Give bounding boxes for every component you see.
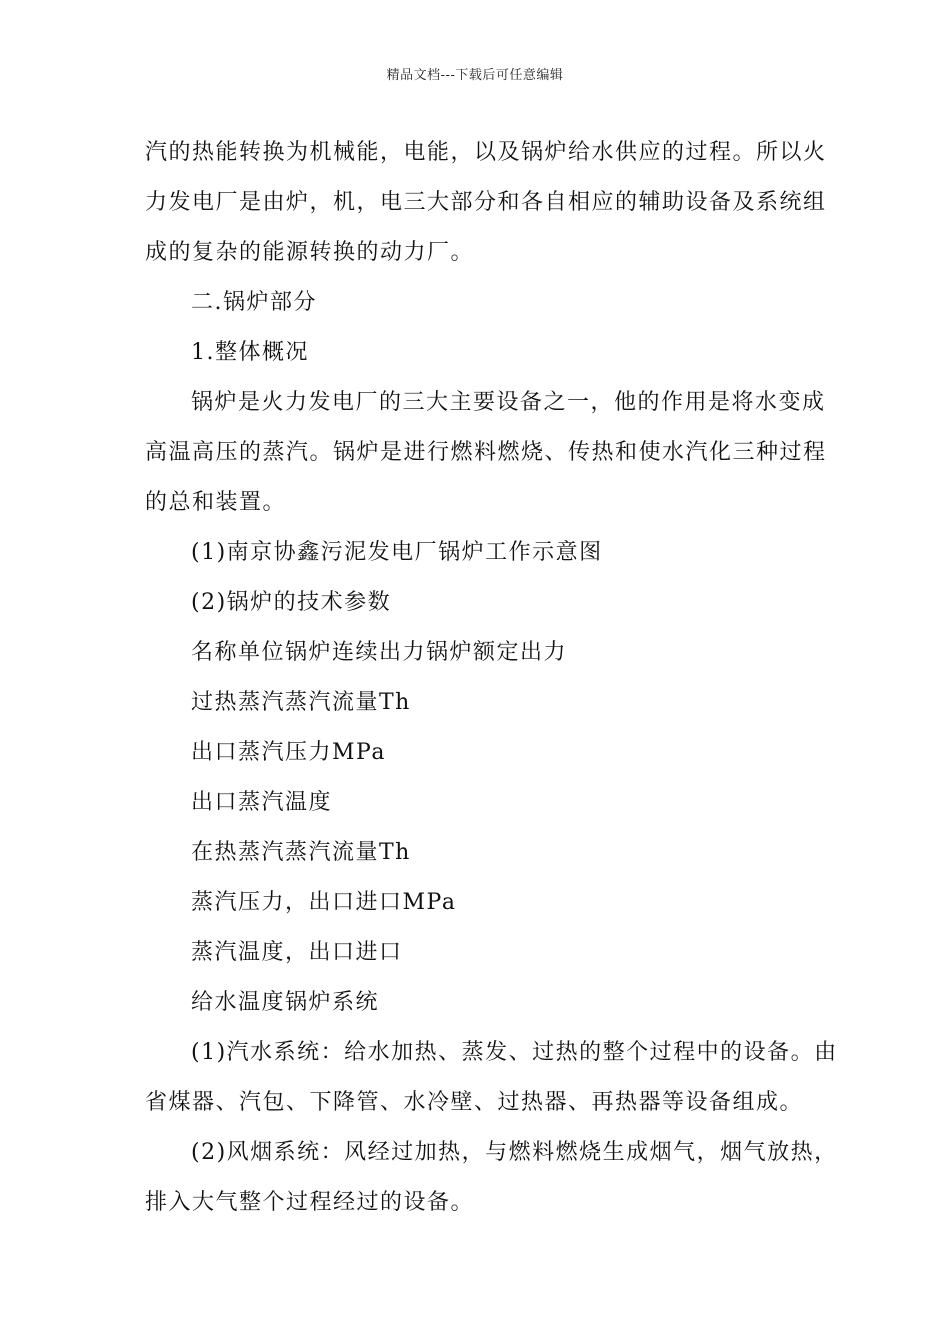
parameter-line [145,978,810,1028]
page-header: 精品文档---下载后可任意编辑 [386,68,564,83]
subsection-heading [145,328,810,378]
text-line: 名称单位锅炉连续出力锅炉额定出力 [191,640,568,665]
paragraph [145,128,827,278]
section-heading [145,278,810,328]
text-line: (2)锅炉的技术参数 [191,590,392,615]
text-line: 排入大气整个过程经过的设备。 [145,1190,475,1215]
document-body [145,128,838,1228]
list-item [145,578,810,628]
parameter-line [145,828,810,878]
text-line: 过热蒸汽蒸汽流量Th [191,690,411,715]
text-line: (1)汽水系统：给水加热、蒸发、过热的整个过程中的设备。由 [191,1040,838,1065]
text-line: 出口蒸汽温度 [191,790,333,815]
paragraph [145,378,827,528]
text-line: 在热蒸汽蒸汽流量Th [191,840,411,865]
text-line: 二.锅炉部分 [191,290,317,315]
text-line: 成的复杂的能源转换的动力厂。 [145,240,475,265]
text-line: 蒸汽温度，出口进口 [191,940,403,965]
parameter-line [145,678,810,728]
paragraph [145,1128,838,1228]
text-line: 高温高压的蒸汽。锅炉是进行燃料燃烧、传热和使水汽化三种过程 [145,440,827,465]
list-item [145,528,810,578]
text-line: (2)风烟系统：风经过加热，与燃料燃烧生成烟气，烟气放热， [191,1140,838,1165]
text-line: 蒸汽压力，出口进口MPa [191,890,457,915]
text-line: 出口蒸汽压力MPa [191,740,386,765]
text-line: 的总和装置。 [145,490,287,515]
text-line: (1)南京协鑫污泥发电厂锅炉工作示意图 [191,540,603,565]
text-line: 力发电厂是由炉，机，电三大部分和各自相应的辅助设备及系统组 [145,190,827,215]
parameter-line [145,878,810,928]
text-line: 汽的热能转换为机械能，电能，以及锅炉给水供应的过程。所以火 [145,140,827,165]
parameter-line [145,728,810,778]
text-line: 1.整体概况 [191,340,309,365]
paragraph [145,1028,838,1128]
text-line: 省煤器、汽包、下降管、水冷壁、过热器、再热器等设备组成。 [145,1090,804,1115]
parameter-line [145,778,810,828]
parameter-line [145,628,810,678]
text-line: 锅炉是火力发电厂的三大主要设备之一，他的作用是将水变成 [191,390,826,415]
text-line: 给水温度锅炉系统 [191,990,380,1015]
parameter-line [145,928,810,978]
